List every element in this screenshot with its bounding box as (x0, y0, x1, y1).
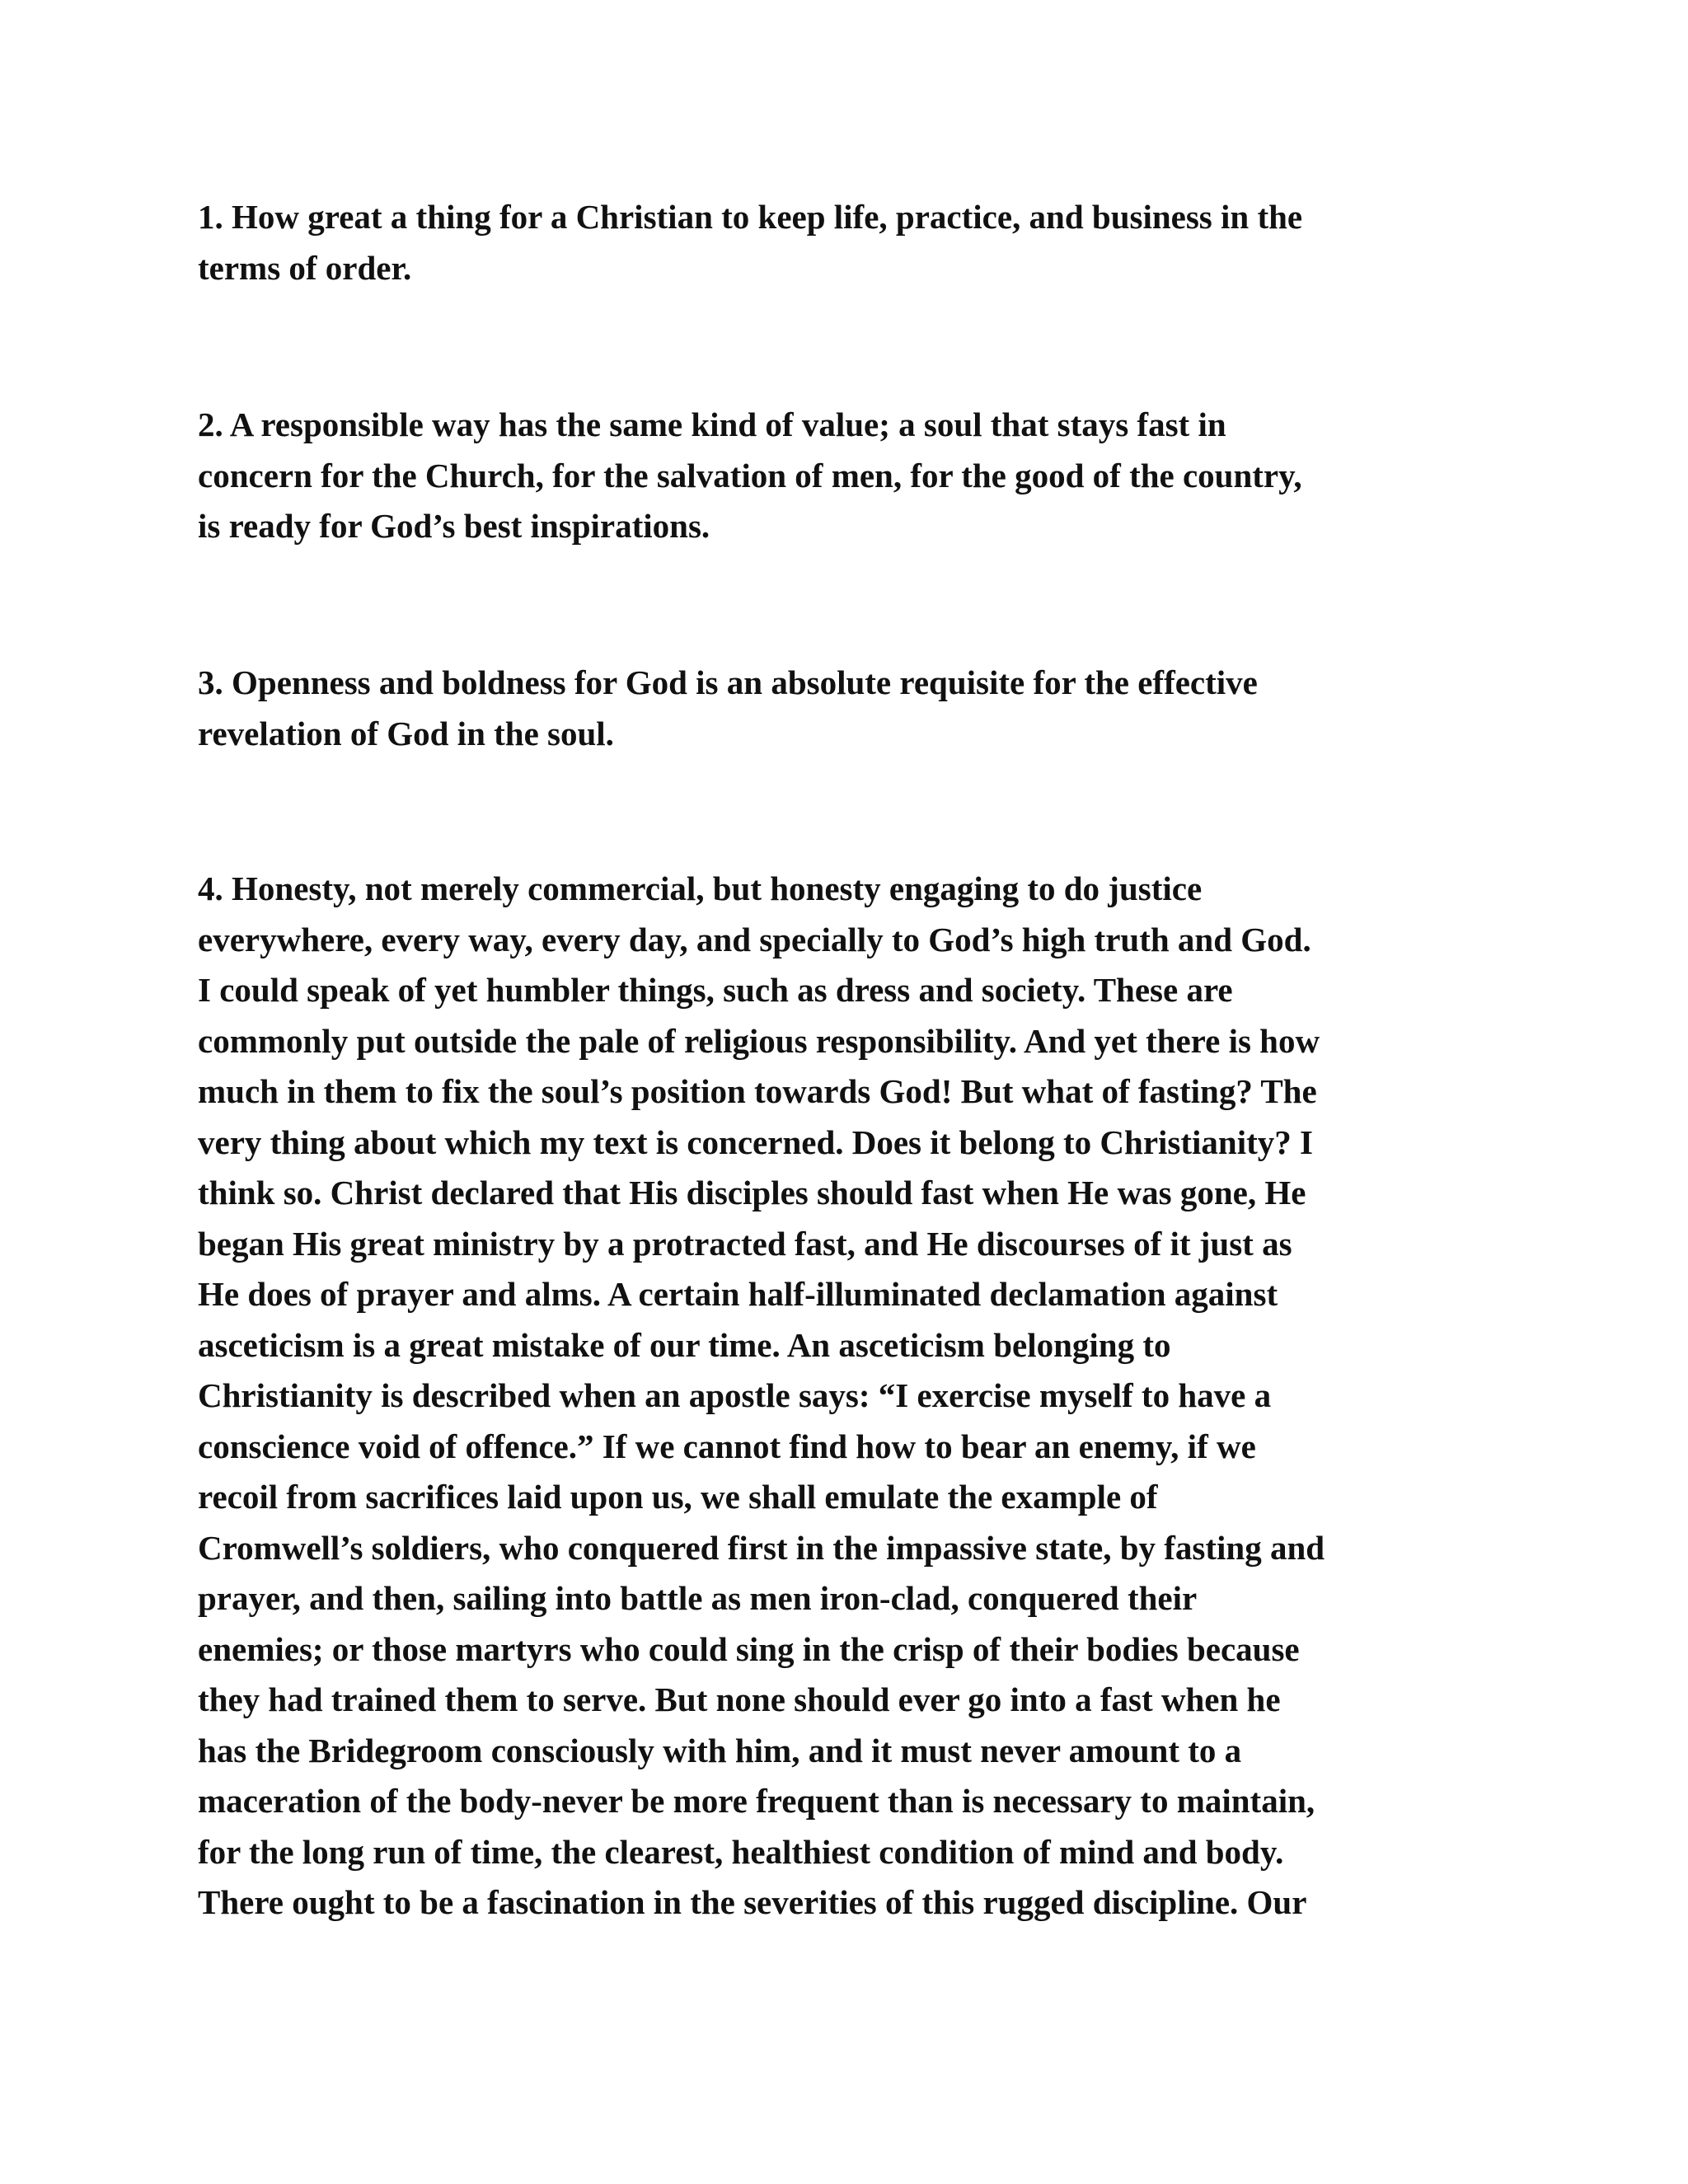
paragraph-line: recoil from sacrifices laid upon us, we shall emulate the example of (198, 1478, 1158, 1516)
paragraph-line: prayer, and then, sailing into battle as men iron-clad, conquered their (198, 1579, 1198, 1617)
paragraph-line: very thing about which my text is concerned. Does it belong to Christianity? I (198, 1122, 1313, 1161)
paragraph-2 (198, 400, 1533, 552)
paragraph-1 (198, 192, 1533, 293)
paragraph-3 (198, 658, 1533, 759)
paragraph-line: enemies; or those martyrs who could sing in the crisp of their bodies because (198, 1629, 1300, 1668)
paragraph-line: think so. Christ declared that His disciples should fast when He was gone, He (198, 1174, 1306, 1212)
paragraph-line: asceticism is a great mistake of our time. An asceticism belonging to (198, 1325, 1171, 1364)
paragraph-line: Christianity is described when an apostle says: “I exercise myself to have a (198, 1376, 1272, 1414)
paragraph-line: 2. A responsible way has the same kind of value; a soul that stays fast in (198, 405, 1226, 443)
paragraph-line: conscience void of offence.” If we cannot find how to bear an enemy, if we (198, 1427, 1256, 1465)
paragraph-line: There ought to be a fascination in the severities of this rugged discipline. Our (198, 1883, 1307, 1921)
paragraph-line: is ready for God’s best inspirations. (198, 507, 710, 545)
paragraph-line: everywhere, every way, every day, and specially to God’s high truth and God. (198, 920, 1311, 958)
paragraph-line: terms of order. (198, 248, 412, 287)
paragraph-line: I could speak of yet humbler things, such as dress and society. These are (198, 971, 1233, 1009)
paragraph-line: 3. Openness and boldness for God is an absolute requisite for the effective (198, 663, 1258, 701)
paragraph-line: for the long run of time, the clearest, healthiest condition of mind and body. (198, 1832, 1284, 1871)
paragraph-line: maceration of the body-never be more frequent than is necessary to maintain, (198, 1782, 1315, 1820)
paragraph-line: concern for the Church, for the salvation of men, for the good of the country, (198, 456, 1302, 494)
paragraph-line: they had trained them to serve. But none should ever go into a fast when he (198, 1680, 1281, 1718)
paragraph-line: has the Bridegroom consciously with him, and it must never amount to a (198, 1731, 1242, 1769)
paragraph-line: began His great ministry by a protracted fast, and He discourses of it just as (198, 1224, 1292, 1263)
paragraph-line: much in them to fix the soul’s position towards God! But what of fasting? The (198, 1072, 1317, 1110)
paragraph-4 (198, 864, 1533, 1929)
paragraph-line: 4. Honesty, not merely commercial, but honesty engaging to do justice (198, 869, 1203, 907)
paragraph-line: Cromwell’s soldiers, who conquered first in the impassive state, by fasting and (198, 1528, 1325, 1567)
paragraph-line: 1. How great a thing for a Christian to keep life, practice, and business in the (198, 198, 1303, 236)
paragraph-line: commonly put outside the pale of religious responsibility. And yet there is how (198, 1021, 1320, 1060)
paragraph-line: He does of prayer and alms. A certain half-illuminated declamation against (198, 1275, 1278, 1313)
paragraph-line: revelation of God in the soul. (198, 714, 614, 752)
